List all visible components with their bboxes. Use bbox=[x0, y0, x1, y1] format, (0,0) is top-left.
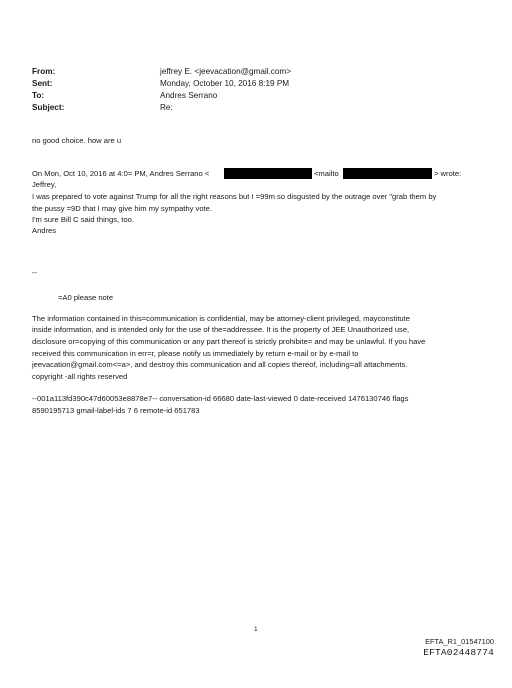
page-number: 1 bbox=[254, 626, 258, 633]
disclaimer-line: copyright -all rights reserved bbox=[32, 372, 128, 381]
signature-separator: -- bbox=[32, 268, 38, 277]
from-value: jeffrey E. <jeevacation@gmail.com> bbox=[160, 67, 292, 76]
please-note-text: =A0 please note bbox=[58, 293, 114, 302]
quote-line: the pussy =9D that I may give him my sympathy vote. bbox=[32, 204, 213, 213]
quote-intro-part-a: On Mon, Oct 10, 2016 at 4:0= PM, Andres Serrano < bbox=[32, 169, 210, 178]
quote-line: I'm sure Bill C said things, too. bbox=[32, 215, 134, 224]
from-label: From: bbox=[32, 67, 56, 76]
disclaimer-line: inside information, and is intended only for the use of the=addressee. It is the property of JEE Unauthorized use, bbox=[32, 325, 410, 334]
sent-value: Monday, October 10, 2016 8:19 PM bbox=[160, 79, 290, 88]
subject-label: Subject: bbox=[32, 103, 65, 112]
sent-label: Sent: bbox=[32, 79, 53, 88]
disclaimer-line: The information contained in this=communication is confidential, may be attorney-client privileged, mayconstitute bbox=[32, 314, 410, 323]
quote-intro-part-c: > wrote: bbox=[434, 169, 462, 178]
efta-stamp-large: EFTA02448774 bbox=[423, 647, 494, 658]
to-label: To: bbox=[32, 91, 45, 100]
quote-line: Andres bbox=[32, 226, 57, 235]
quote-intro-part-b: <mailto bbox=[314, 169, 339, 178]
subject-value: Re: bbox=[160, 103, 173, 112]
header-subject-row bbox=[32, 103, 173, 113]
efta-stamp-small: EFTA_R1_01547100 bbox=[425, 637, 494, 646]
header-to-row bbox=[32, 91, 217, 101]
redaction-box bbox=[343, 168, 432, 179]
disclaimer-line: jeevacation@gmail.com<=a>, and destroy this communication and all copies thereof, including=all attachments. bbox=[32, 360, 408, 369]
redaction-box bbox=[224, 168, 312, 179]
disclaimer-line: disclosure or=copying of this communication or any part thereof is strictly prohibite= and may be unlawful. If you have bbox=[32, 337, 426, 346]
reply-text: no good choice. how are u bbox=[32, 136, 122, 145]
header-from-row bbox=[32, 67, 291, 77]
to-value: Andres Serrano bbox=[160, 91, 218, 100]
quote-line: Jeffrey, bbox=[32, 180, 57, 189]
message-meta-line: --001a113fd390c47d60053e8878e7-- conversation-id 66680 date-last-viewed 0 date-received 1476130746 flags bbox=[32, 394, 409, 403]
header-sent-row bbox=[32, 79, 289, 89]
quote-line: I was prepared to vote against Trump for all the right reasons but I =99m so disgusted by the outrage over "grab them by bbox=[32, 192, 437, 201]
message-meta-line: 8590195713 gmail-label-ids 7 6 remote-id 651783 bbox=[32, 406, 200, 415]
disclaimer-line: received this communication in err=r, please notify us immediately by return e-mail or by e-mail to bbox=[32, 349, 359, 358]
